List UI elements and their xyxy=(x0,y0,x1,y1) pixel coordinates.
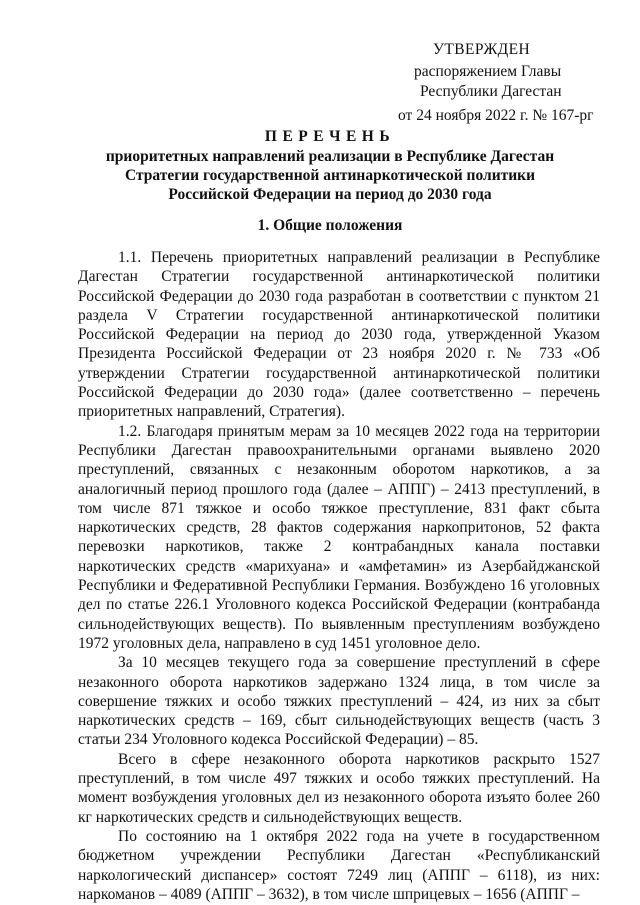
approval-authority-region: Республики Дагестан xyxy=(420,83,562,100)
document-title-line-1: приоритетных направлений реализации в Республике Дагестан xyxy=(105,148,555,165)
document-body xyxy=(78,248,600,904)
document-heading: ПЕРЕЧЕНЬ xyxy=(264,128,396,145)
document-title-line-2: Стратегии государственной антинаркотической политики xyxy=(124,167,536,184)
paragraph: По состоянию на 1 октября 2022 года на учете в государственном бюджетном учреждении Республики Дагестан «Республиканский наркологический диспансер» состоят 7249 лиц (АППГ – 6118), из них: наркоманов – 4089 (АППГ – 3632), в том числе шприцевых – 1656 (АППГ – xyxy=(78,827,600,903)
document-title-line-3: Российской Федерации на период до 2030 года xyxy=(168,186,492,203)
approval-date: от 24 ноября 2022 г. № 167-рг xyxy=(398,107,594,124)
section-heading: 1. Общие положения xyxy=(257,217,403,234)
paragraph: За 10 месяцев текущего года за совершение преступлений в сфере незаконного оборота наркотиков задержано 1324 лица, в том числе за совершение тяжких и особо тяжких преступлений – 424, из них за сбыт наркотических средств – 169, сбыт сильнодействующих веществ (часть 3 статьи 234 Уголовного кодекса Российской Федерации) – 85. xyxy=(78,654,600,749)
approval-title: УТВЕРЖДЕН xyxy=(433,41,531,58)
paragraph: 1.1. Перечень приоритетных направлений реализации в Республике Дагестан Стратегии государственной антинаркотической политики Российской Федерации до 2030 года разработан в соответствии с пунктом 21 раздела V Стратегии государственной антинаркотической политики Российской Федерации на период до 2030 года, утвержденной Указом Президента Российской Федерации от 23 ноября 2020 г. № 733 «Об утверждении Стратегии государственной антинаркотической политики Российской Федерации до 2030 года» (далее соответственно – перечень приоритетных направлений, Стратегия). xyxy=(78,249,600,421)
approval-authority: распоряжением Главы xyxy=(414,63,562,80)
paragraph: 1.2. Благодаря принятым мерам за 10 месяцев 2022 года на территории Республики Дагестан правоохранительными органами выявлено 2020 преступлений, связанных с незаконным оборотом наркотиков, а за аналогичный период прошлого года (далее – АППГ) – 2413 преступлений, в том числе 871 тяжкое и особо тяжкое преступление, 831 факт сбыта наркотических средств, 28 фактов содержания наркопритонов, 52 факта перевозки наркотиков, также 2 контрабандных канала поставки наркотических средств «марихуана» и «амфетамин» из Азербайджанской Республики и Федеративной Республики Германия. Возбуждено 16 уголовных дел по статье 226.1 Уголовного кодекса Российской Федерации (контрабанда сильнодействующих веществ). По выявленным преступлениям возбуждено 1972 уголовных дела, направлено в суд 1451 уголовное дело. xyxy=(78,422,600,652)
paragraph: Всего в сфере незаконного оборота наркотиков раскрыто 1527 преступлений, в том числе 497 тяжких и особо тяжких преступлений. На момент возбуждения уголовных дел из незаконного оборота изъято более 260 кг наркотических средств и сильнодействующих веществ. xyxy=(78,750,600,826)
